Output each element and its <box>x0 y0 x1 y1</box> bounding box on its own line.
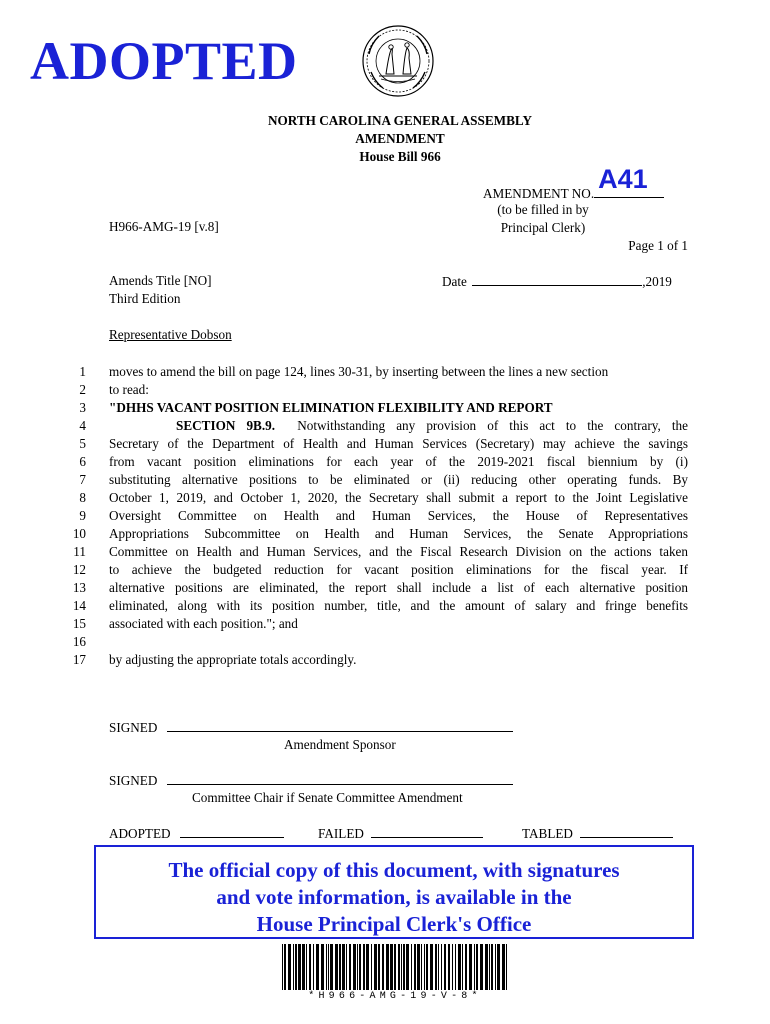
notice-line: and vote information, is available in the <box>216 885 572 909</box>
blank-line <box>109 633 688 651</box>
barcode-bar <box>406 944 409 990</box>
barcode-bar <box>282 944 283 990</box>
barcode-bar <box>326 944 327 990</box>
barcode-bar <box>359 944 361 990</box>
barcode-bar <box>363 944 365 990</box>
line-number: 1 <box>79 364 86 379</box>
barcode-bar <box>335 944 338 990</box>
section-number: SECTION 9B.9. <box>176 418 276 433</box>
line-number: 8 <box>79 490 86 505</box>
barcode-bar <box>495 944 496 990</box>
barcode-bar <box>298 944 301 990</box>
sponsor-name: Representative Dobson <box>109 327 232 342</box>
tabled-line <box>580 825 673 838</box>
line-number: 3 <box>79 400 86 415</box>
barcode-bar <box>346 944 347 990</box>
line-number: 15 <box>72 616 86 631</box>
amendment-number-field <box>594 164 664 198</box>
barcode-bar <box>321 944 324 990</box>
body-line: SECTION 9B.9. Notwithstanding any provision of this act to the contrary, the <box>176 418 688 433</box>
barcode-bar <box>438 944 439 990</box>
line-number: 11 <box>73 544 86 559</box>
barcode-bar <box>378 944 380 990</box>
line-number: 13 <box>72 580 86 595</box>
document-id: H966-AMG-19 [v.8] <box>109 219 219 234</box>
amendment-body <box>109 363 688 669</box>
notice-line: The official copy of this document, with signatures <box>168 858 620 882</box>
date-label: Date <box>442 274 467 289</box>
barcode-bar <box>462 944 463 990</box>
barcode-bar <box>448 944 450 990</box>
failed-label: FAILED <box>318 826 364 841</box>
barcode-bar <box>390 944 393 990</box>
barcode-bar <box>497 944 500 990</box>
signature-line <box>167 719 513 732</box>
date-line <box>472 273 642 286</box>
barcode-bar <box>476 944 478 990</box>
amendment-number-label: AMENDMENT NO. <box>483 186 595 201</box>
signature-committee <box>109 772 529 789</box>
barcode-icon <box>282 944 508 990</box>
barcode-bar <box>342 944 345 990</box>
body-line: Secretary of the Department of Health and Human Services (Secretary) may achieve the savings <box>109 436 688 451</box>
barcode-bar <box>309 944 311 990</box>
barcode-bar <box>295 944 297 990</box>
amendment-number-note-2: Principal Clerk) <box>500 220 586 235</box>
edition: Third Edition <box>109 291 181 306</box>
line-number: 4 <box>79 418 86 433</box>
line-number: 7 <box>79 472 86 487</box>
barcode-bar <box>382 944 384 990</box>
amendment-number-value: A41 <box>598 164 648 194</box>
barcode-bar <box>316 944 319 990</box>
barcode-bar <box>328 944 329 990</box>
signed-label: SIGNED <box>109 720 158 735</box>
sponsor-caption: Amendment Sponsor <box>284 737 396 752</box>
adopted-line <box>180 825 284 838</box>
body-line: from vacant position eliminations for each year of the 2019-2021 fiscal biennium by (i) <box>109 454 688 469</box>
barcode-bar <box>441 944 442 990</box>
line-number: 14 <box>72 598 86 613</box>
body-line: to achieve the budgeted reduction for vacant position eliminations for the fiscal year. If <box>109 562 688 577</box>
adopted-label: ADOPTED <box>109 826 171 841</box>
barcode-bar <box>284 944 286 990</box>
body-line: associated with each position."; and <box>109 616 298 631</box>
barcode-bar <box>455 944 456 990</box>
tabled-field <box>522 825 673 842</box>
barcode-bar <box>444 944 446 990</box>
notice-line: House Principal Clerk's Office <box>256 912 532 936</box>
barcode-bar <box>491 944 493 990</box>
barcode-bar <box>426 944 428 990</box>
barcode-bar <box>353 944 356 990</box>
barcode-bar <box>506 944 507 990</box>
barcode-bar <box>435 944 437 990</box>
barcode-bar <box>394 944 396 990</box>
barcode-bar <box>288 944 291 990</box>
state-seal-icon <box>361 24 435 98</box>
barcode-bar <box>480 944 483 990</box>
barcode-bar <box>424 944 425 990</box>
adopted-stamp: ADOPTED <box>30 31 298 91</box>
barcode-bar <box>302 944 305 990</box>
barcode-bar <box>485 944 488 990</box>
amendment-heading: AMENDMENT <box>355 131 445 146</box>
barcode-bar <box>366 944 369 990</box>
body-line: Appropriations Subcommittee on Health and Human Services, the Senate Appropriations <box>109 526 688 541</box>
barcode-bar <box>374 944 377 990</box>
body-line: alternative positions are eliminated, the report shall include a list of each alternative position <box>109 580 688 595</box>
body-line: eliminated, along with its position number, title, and the amount of salary and fringe benefits <box>109 598 688 613</box>
amendment-number-block <box>483 164 693 202</box>
section-heading: "DHHS VACANT POSITION ELIMINATION FLEXIBILITY AND REPORT <box>109 400 553 415</box>
failed-line <box>371 825 483 838</box>
barcode-bar <box>371 944 372 990</box>
barcode-bar <box>401 944 402 990</box>
amendment-number-note-1: (to be filled in by <box>497 202 589 217</box>
tabled-label: TABLED <box>522 826 573 841</box>
failed-field <box>318 825 483 842</box>
barcode-bar <box>414 944 416 990</box>
barcode-bar <box>430 944 433 990</box>
line-number: 2 <box>79 382 86 397</box>
page-info: Page 1 of 1 <box>628 238 688 253</box>
barcode-bar <box>306 944 307 990</box>
barcode-bar <box>357 944 358 990</box>
date-year: ,2019 <box>642 274 672 289</box>
barcode-bar <box>469 944 472 990</box>
line-number: 12 <box>72 562 86 577</box>
signature-line <box>167 772 513 785</box>
barcode-bar <box>489 944 490 990</box>
line-number: 16 <box>72 634 86 649</box>
body-line: October 1, 2019, and October 1, 2020, the Secretary shall submit a report to the Joint Legislative <box>109 490 688 505</box>
line-number: 17 <box>72 652 86 667</box>
barcode-bar <box>349 944 351 990</box>
barcode-bar <box>330 944 333 990</box>
body-line: Oversight Committee on Health and Human Services, the House of Representatives <box>109 508 688 523</box>
barcode-bar <box>452 944 453 990</box>
official-copy-notice <box>94 845 694 939</box>
line-number: 6 <box>79 454 86 469</box>
barcode-bar <box>474 944 475 990</box>
barcode-bar <box>502 944 505 990</box>
barcode-bar <box>403 944 405 990</box>
body-line: Committee on Health and Human Services, and the Fiscal Research Division on the actions taken <box>109 544 688 559</box>
barcode-bar <box>339 944 341 990</box>
body-line: by adjusting the appropriate totals accordingly. <box>109 652 357 667</box>
line-number: 5 <box>79 436 86 451</box>
barcode-bar <box>313 944 314 990</box>
committee-caption: Committee Chair if Senate Committee Amendment <box>192 790 463 805</box>
barcode-bar <box>458 944 461 990</box>
barcode-bar <box>421 944 422 990</box>
barcode-bar <box>386 944 389 990</box>
barcode-bar <box>411 944 412 990</box>
body-line: moves to amend the bill on page 124, lines 30-31, by inserting between the lines a new section <box>109 364 609 379</box>
line-number: 9 <box>79 508 86 523</box>
assembly-heading: NORTH CAROLINA GENERAL ASSEMBLY <box>268 113 532 128</box>
amends-title: Amends Title [NO] <box>109 273 212 288</box>
barcode-bar <box>398 944 400 990</box>
body-line: to read: <box>109 382 149 397</box>
date-field <box>442 273 692 290</box>
signed-label: SIGNED <box>109 773 158 788</box>
barcode-bar <box>465 944 467 990</box>
signature-sponsor <box>109 719 529 736</box>
barcode-text: *H966-AMG-19-V-8* <box>308 991 482 1002</box>
adopted-field <box>109 825 284 842</box>
bill-heading: House Bill 966 <box>359 149 441 164</box>
body-line: substituting alternative positions to be eliminated or (ii) reducing other operating funds. By <box>109 472 688 487</box>
barcode-bar <box>417 944 420 990</box>
barcode-bar <box>293 944 294 990</box>
line-numbers <box>62 363 86 669</box>
line-number: 10 <box>72 526 86 541</box>
